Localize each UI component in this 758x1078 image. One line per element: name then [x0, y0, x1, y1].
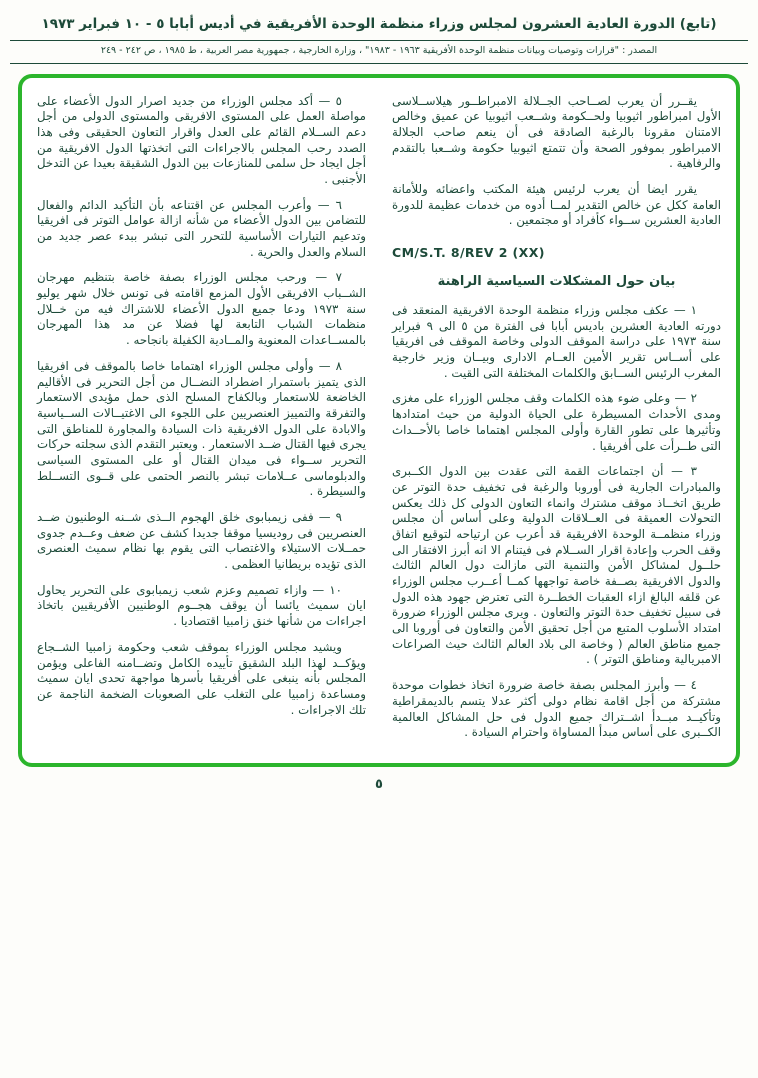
- paragraph-1: ١ — عكف مجلس وزراء منظمة الوحدة الافريقية المنعقد فى دورته العادية العشرين باديس أبابا فى الفترة من ٥ الى ٩ فبراير سنة ١٩٧٣ على دراسة الموقف الدولى وخاصة الموقف فى افريقيا على أســاس تقرير الأمين العــام الادارى وبيــان وزير خارجية المغرب الرئيس الســابق والكلمات المختلفة التى القيت .: [392, 303, 721, 380]
- source-line: المصدر : "قرارات وتوصيات وبيانات منظمة الوحدة الأفريقية ١٩٦٣ - ١٩٨٣" ، وزارة الخارجية ، جمهورية مصر العربية ، ط ١٩٨٥ ، ص ٢٤٢ - ٢٤٩: [100, 45, 658, 57]
- paragraph-5: ٥ — أكد مجلس الوزراء من جديد اصرار الدول الأعضاء على مواصلة العمل على المستوى الافريقى والمستوى الدولى من أجل دعم الســلام القائم على العدل واقرار التعاون الحقيقى وفى هذا الصدد رحب المجلس بالاجراءات التى اتخذتها الدول الافريقية من أجل ايجاد حل سلمى للمنازعات بين الدول الشقيقة بعيدا عن التدخل الأجنبى .: [37, 93, 366, 186]
- paragraph-7: ٧ — ورحب مجلس الوزراء بصفة خاصة بتنظيم مهرجان الشــباب الافريقى الأول المزمع اقامته فى تونس خلال شهر يوليو سنة ١٩٧٣ ودعا جميع الدول الأعضاء للاشتراك فيه من خــلال منظمات الشباب التابعة لها فضلا عن مد هذا المهرجان بالمســاعدات المعنوية والمــادية الكفيلة بانجاحه .: [37, 270, 366, 348]
- page-footer: [0, 767, 758, 804]
- page-header: [0, 0, 758, 64]
- header-rule-bottom: [10, 63, 748, 64]
- document-frame: [18, 74, 740, 767]
- paragraph-3: ٣ — أن اجتماعات القمة التى عقدت بين الدول الكــبرى والمبادرات الجارية فى أوروبا والرغبة فى تخفيف حدة التوتر عن طريق اتخــاذ موقف مشترك وانماء التعاون الدولى كل ذلك يعكس التحولات العميقة فى العــلاقات الدولية وعلى أساس أن مجلس وزراء منظمــة الوحدة الافريقية قد أعرب عن ارتياحه لتوقيع اتفاق وقف الحرب وإعادة اقرار الســلام فى فيتنام الا انه أبرز الافتقار الى حلــول لمشاكل الأمن والتنمية التى مازالت دول العالم الثالث والدول الافريقية بصــفة خاصة تواجهها كمــا أعــرب مجلس الوزراء عن قلقه البالغ ازاء العقبات الخطــرة التى تعترض جهود هذه الدول فى سبيل تخفيف حدة التوتر والتعاون . ويرى مجلس الوزراء ضرورة امتداد الأسلوب المتبع من أجل تحقيق الأمن والتعاون فى أوروبا الى جميع مناطق العالم ( وخاصة الى بلاد العالم الثالث حيث الصراعات الامبريالية ومناطق التوتر ) .: [392, 464, 721, 667]
- page-number: ٥: [375, 776, 383, 792]
- paragraph-zambia-tribute: ويشيد مجلس الوزراء بموقف شعب وحكومة زامبيا الشــجاع ويؤكــد لهذا البلد الشقيق تأييده الكامل وتضــامنه الفاعلى ويؤمن المجلس بأنه ينبغى على أفريقيا بأسرها مواجهة تحدى ايان سميث ومساعدة زامبيا على التغلب على الصعوبات الضخمة الناجمة عن تلك الاجراءات .: [37, 639, 366, 717]
- left-column: [37, 94, 366, 751]
- paragraph-2: ٢ — وعلى ضوء هذه الكلمات وقف مجلس الوزراء على مغزى ومدى الأحداث المسيطرة على الحياة الدولية من حيث امتدادها وتأثيرها على تطور القارة وأولى المجلس اهتماما خاصا بالأحــداث التى طــرأت على أفريقيا .: [392, 391, 721, 453]
- document-reference: CM/S.T. 8/REV 2 (XX): [392, 245, 545, 260]
- right-column: [392, 94, 721, 751]
- paragraph-10: ١٠ — وازاء تصميم وعزم شعب زيمبابوى على التحرير يحاول ايان سميث يائسا أن يوقف هجــوم الوطنيين الأفريقيين باتخاذ اجراءات من شأنها خنق زامبيا اقتصاديا .: [37, 582, 366, 629]
- paragraph-8: ٨ — وأولى مجلس الوزراء اهتماما خاصا بالموقف فى افريقيا الذى يتميز باستمرار اضطراد النضــال من أجل التحرير فى الأقاليم الخاضعة للاستعمار وبالكفاح المسلح الذى حمل مؤيدى الاستعمار والتفرقة والتمييز العنصريين على اللجوء الى الاغتيــالات الســياسية والابادة على الدول الافريقية ذات السيادة والمجاورة للمناطق التى يجرى فيها القتال ضــد الاستعمار . ويعتبر التقدم الذى سجلته حركات التحرير ســواء فى ميدان القتال أو على المستوى السياسى والدبلوماسى عــلامات تبشر بالنصر الحتمى على قــوى التســلط والسيطرة .: [37, 358, 366, 499]
- paragraph-9: ٩ — ففى زيمبابوى خلق الهجوم الــذى شــنه الوطنيون ضــد العنصريين فى روديسيا موقفا جديدا كشف عن ضعف وعــدم جدوى حمــلات الاستيلاء والاغتصاب التى يقوم بها نظام سميث العنصرى الذى تؤيده بريطانيا العظمى .: [37, 510, 366, 572]
- paragraph-resolution-2: يقرر ايضا أن يعرب لرئيس هيئة المكتب واعضائه وللأمانة العامة ككل عن خالص التقدير لمــا أدوه من خدمات عظيمة للدورة العادية العشرين ســواء كأفراد أو مجتمعين .: [392, 181, 721, 228]
- session-title: (تابع) الدورة العادية العشرون لمجلس وزراء منظمة الوحدة الأفريقية في أديس أبابا ٥ - ١٠ فبراير ١٩٧٣: [41, 16, 717, 32]
- paragraph-resolution-1: يقــرر أن يعرب لصــاحب الجــلالة الامبراطــور هيلاســلاسى الأول امبراطور اثيوبيا ولحــكومة وشــعب اثيوبيا عن عميق وخالص الامتنان مقرونا بالرغبة الصادقة فى أن ينعم صاحب الجلالة الامبراطور بموفور الصحة وأن تتمتع اثيوبيا حكومة وشــعبا بالتقدم والرفاهية .: [392, 93, 721, 171]
- paragraph-6: ٦ — وأعرب المجلس عن اقتناعه بأن التأكيد الدائم والفعال للتضامن بين الدول الأعضاء من شأنه ازالة عوامل التوتر فى افريقيا وتدعيم التيارات الأساسية للتحرر التى تبشر ببدء عصر جديد من السلام والعدل والحرية .: [37, 197, 366, 259]
- statement-title: بيان حول المشكلات السياسية الراهنة: [437, 274, 676, 289]
- two-column-layout: [37, 94, 721, 751]
- paragraph-4: ٤ — وأبرز المجلس بصفة خاصة ضرورة اتخاذ خطوات موحدة مشتركة من أجل اقامة نظام دولى أكثر عدلا يتسم بالديمقراطية وتأكيــد مبــدأ اشــتراك جميع الدول فى حل المشاكل العالمية الكــبرى على أساس مبدأ المساواة واحترام السيادة .: [392, 678, 721, 740]
